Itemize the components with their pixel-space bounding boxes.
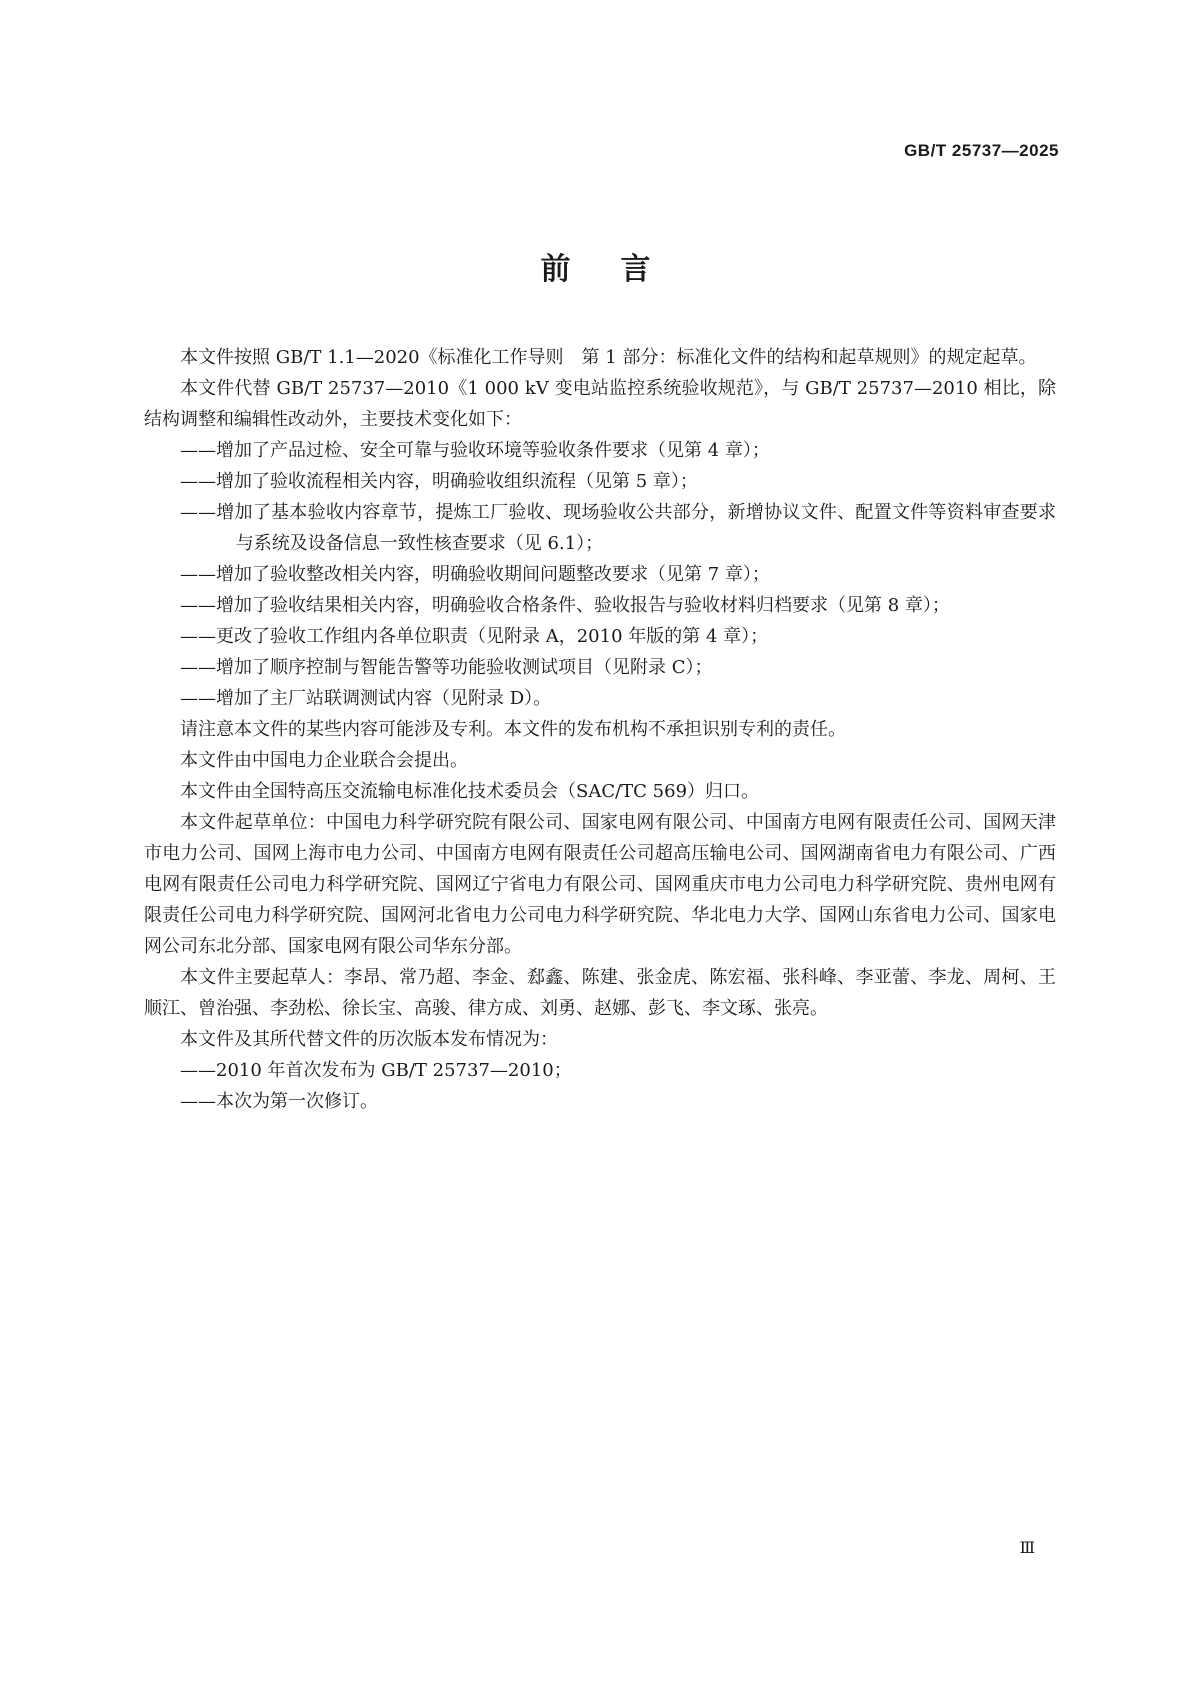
paragraph: 请注意本文件的某些内容可能涉及专利。本文件的发布机构不承担识别专利的责任。 (180, 719, 846, 740)
paragraph: 本文件由中国电力企业联合会提出。 (180, 750, 468, 771)
list-item: ——增加了验收整改相关内容，明确验收期间问题整改要求（见第 7 章）； (180, 564, 770, 585)
standard-code: GB/T 25737—2025 (904, 141, 1059, 160)
paragraph: 本文件起草单位：中国电力科学研究院有限公司、国家电网有限公司、中国南方电网有限责任公司、国网天津市电力公司、国网上海市电力公司、中国南方电网有限责任公司超高压输电公司、国网湖南省电力有限公司、广西电网有限责任公司电力科学研究院、国网辽宁省电力有限公司、国网重庆市电力公司电力科学研究院、贵州电网有限责任公司电力科学研究院、国网河北省电力公司电力科学研究院、华北电力大学、国网山东省电力公司、国家电网公司东北分部、国家电网有限公司华东分部。 (144, 812, 1056, 957)
list-item: ——增加了产品过检、安全可靠与验收环境等验收条件要求（见第 4 章）； (180, 440, 770, 461)
list-item: ——增加了验收结果相关内容，明确验收合格条件、验收报告与验收材料归档要求（见第 8 章）； (180, 595, 950, 616)
list-item: ——增加了主厂站联调测试内容（见附录 D）。 (180, 688, 552, 709)
list-item: ——增加了顺序控制与智能告警等功能验收测试项目（见附录 C）； (180, 657, 713, 678)
paragraph: 本文件主要起草人：李昂、常乃超、李金、郄鑫、陈建、张金虎、陈宏福、张科峰、李亚蕾、李龙、周柯、王顺江、曾治强、李劲松、徐长宝、高骏、律方成、刘勇、赵娜、彭飞、李文琢、张亮。 (144, 967, 1056, 1019)
paragraph: 本文件及其所代替文件的历次版本发布情况为： (180, 1029, 558, 1050)
paragraph: 本文件由全国特高压交流输电标准化技术委员会（SAC/TC 569）归口。 (180, 781, 760, 802)
list-item: ——本次为第一次修订。 (180, 1091, 378, 1112)
page-number: Ⅲ (1019, 1538, 1034, 1557)
paragraph: 本文件代替 GB/T 25737—2010《1 000 kV 变电站监控系统验收规范》，与 GB/T 25737—2010 相比，除结构调整和编辑性改动外，主要技术变化如下： (144, 378, 1056, 430)
list-item: ——2010 年首次发布为 GB/T 25737—2010； (180, 1060, 572, 1081)
list-item: ——增加了基本验收内容章节，提炼工厂验收、现场验收公共部分，新增协议文件、配置文件等资料审查要求与系统及设备信息一致性核查要求（见 6.1）； (180, 502, 1056, 554)
document-body (144, 342, 1056, 1117)
list-item: ——更改了验收工作组内各单位职责（见附录 A，2010 年版的第 4 章）； (180, 626, 769, 647)
list-item: ——增加了验收流程相关内容，明确验收组织流程（见第 5 章）； (180, 471, 698, 492)
paragraph: 本文件按照 GB/T 1.1—2020《标准化工作导则 第 1 部分：标准化文件的结构和起草规则》的规定起草。 (180, 347, 1037, 368)
page-title: 前言 (540, 252, 701, 287)
